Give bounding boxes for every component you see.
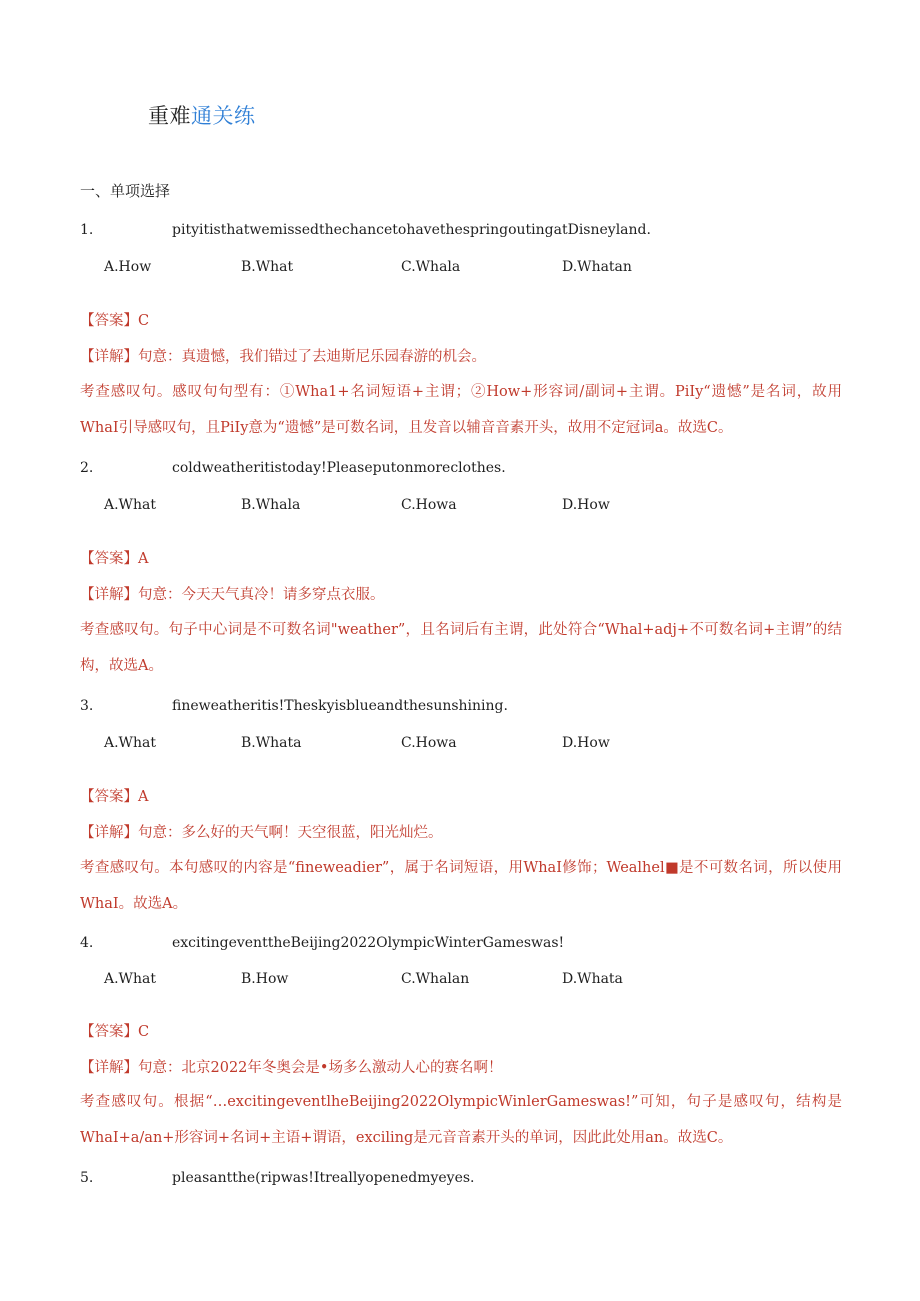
option-d: D.Whatan <box>562 259 632 275</box>
options-4 <box>104 971 804 991</box>
detail-1: 【详解】句意：真遗憾，我们错过了去迪斯尼乐园春游的机会。 <box>80 349 486 365</box>
question-stem: pityitisthatwemissedthechancetohavethespringoutingatDisneyland. <box>172 222 651 238</box>
question-stem: fineweatheritis!Theskyisblueandthesunshining. <box>172 698 508 714</box>
question-number: 4. <box>80 935 94 951</box>
answer-3: 【答案】A <box>80 789 149 805</box>
option-c: C.Howa <box>401 735 457 751</box>
option-a: A.What <box>104 971 156 987</box>
option-d: D.How <box>562 735 610 751</box>
option-b: B.How <box>241 971 289 987</box>
title-part-dark: 重难 <box>148 104 191 128</box>
detail-3: 【详解】句意：多么好的天气啊！天空很蓝，阳光灿烂。 <box>80 825 443 841</box>
detail-4: 【详解】句意：北京2022年冬奥会是•场多么激动人心的赛名啊！ <box>80 1060 503 1076</box>
analysis-4: 考查感叹句。根据“…excitingeventlheBeijing2022OlympicWinlerGameswas!”可知，句子是感叹句，结构是WhaI+a/an+形容词+名词+主语+谓语，exciling是元音音素开头的单词，因此此处用an。故选C。 <box>80 1094 842 1146</box>
option-b: B.Whala <box>241 497 301 513</box>
answer-2: 【答案】A <box>80 551 149 567</box>
option-a: A.What <box>104 497 156 513</box>
analysis-3: 考查感叹句。本句感叹的内容是“fineweadier”，属于名词短语，用WhaI修饰；Wealhel■是不可数名词，所以使用WhaI。故选A。 <box>80 860 842 912</box>
question-number: 5. <box>80 1170 94 1186</box>
option-b: B.What <box>241 259 294 275</box>
option-b: B.Whata <box>241 735 302 751</box>
detail-2: 【详解】句意：今天天气真冷！请多穿点衣服。 <box>80 587 385 603</box>
analysis-1: 考查感叹句。感叹句句型有：①Wha1+名词短语+主谓；②How+形容词/副词+主谓。PiIy“遗憾”是名词，故用WhaI引导感叹句，且PiIy意为“遗憾”是可数名词，且发音以辅音音素开头，故用不定冠词a。故选C。 <box>80 384 842 436</box>
section-heading: 一、单项选择 <box>80 182 171 200</box>
options-3 <box>104 735 804 755</box>
question-stem: coldweatheritistoday!Pleaseputonmoreclothes. <box>172 460 506 476</box>
option-a: A.What <box>104 735 156 751</box>
options-2 <box>104 497 804 517</box>
question-stem: pleasantthe(ripwas!Itreallyopenedmyeyes. <box>172 1170 475 1186</box>
option-d: D.How <box>562 497 610 513</box>
title-part-blue: 通关练 <box>191 104 256 128</box>
question-number: 2. <box>80 460 94 476</box>
answer-1: 【答案】C <box>80 313 150 329</box>
page-title <box>148 100 256 130</box>
option-c: C.Whala <box>401 259 461 275</box>
question-number: 3. <box>80 698 94 714</box>
option-d: D.Whata <box>562 971 623 987</box>
analysis-2: 考查感叹句。句子中心词是不可数名词"weather”，且名词后有主谓，此处符合“Whal+adj+不可数名词+主谓”的结构，故选A。 <box>80 622 842 674</box>
option-a: A.How <box>104 259 152 275</box>
options-1 <box>104 259 804 279</box>
question-stem: excitingeventtheBeijing2022OlympicWinterGameswas! <box>172 935 565 951</box>
question-number: 1. <box>80 222 94 238</box>
answer-4: 【答案】C <box>80 1024 150 1040</box>
option-c: C.Howa <box>401 497 457 513</box>
option-c: C.Whalan <box>401 971 470 987</box>
